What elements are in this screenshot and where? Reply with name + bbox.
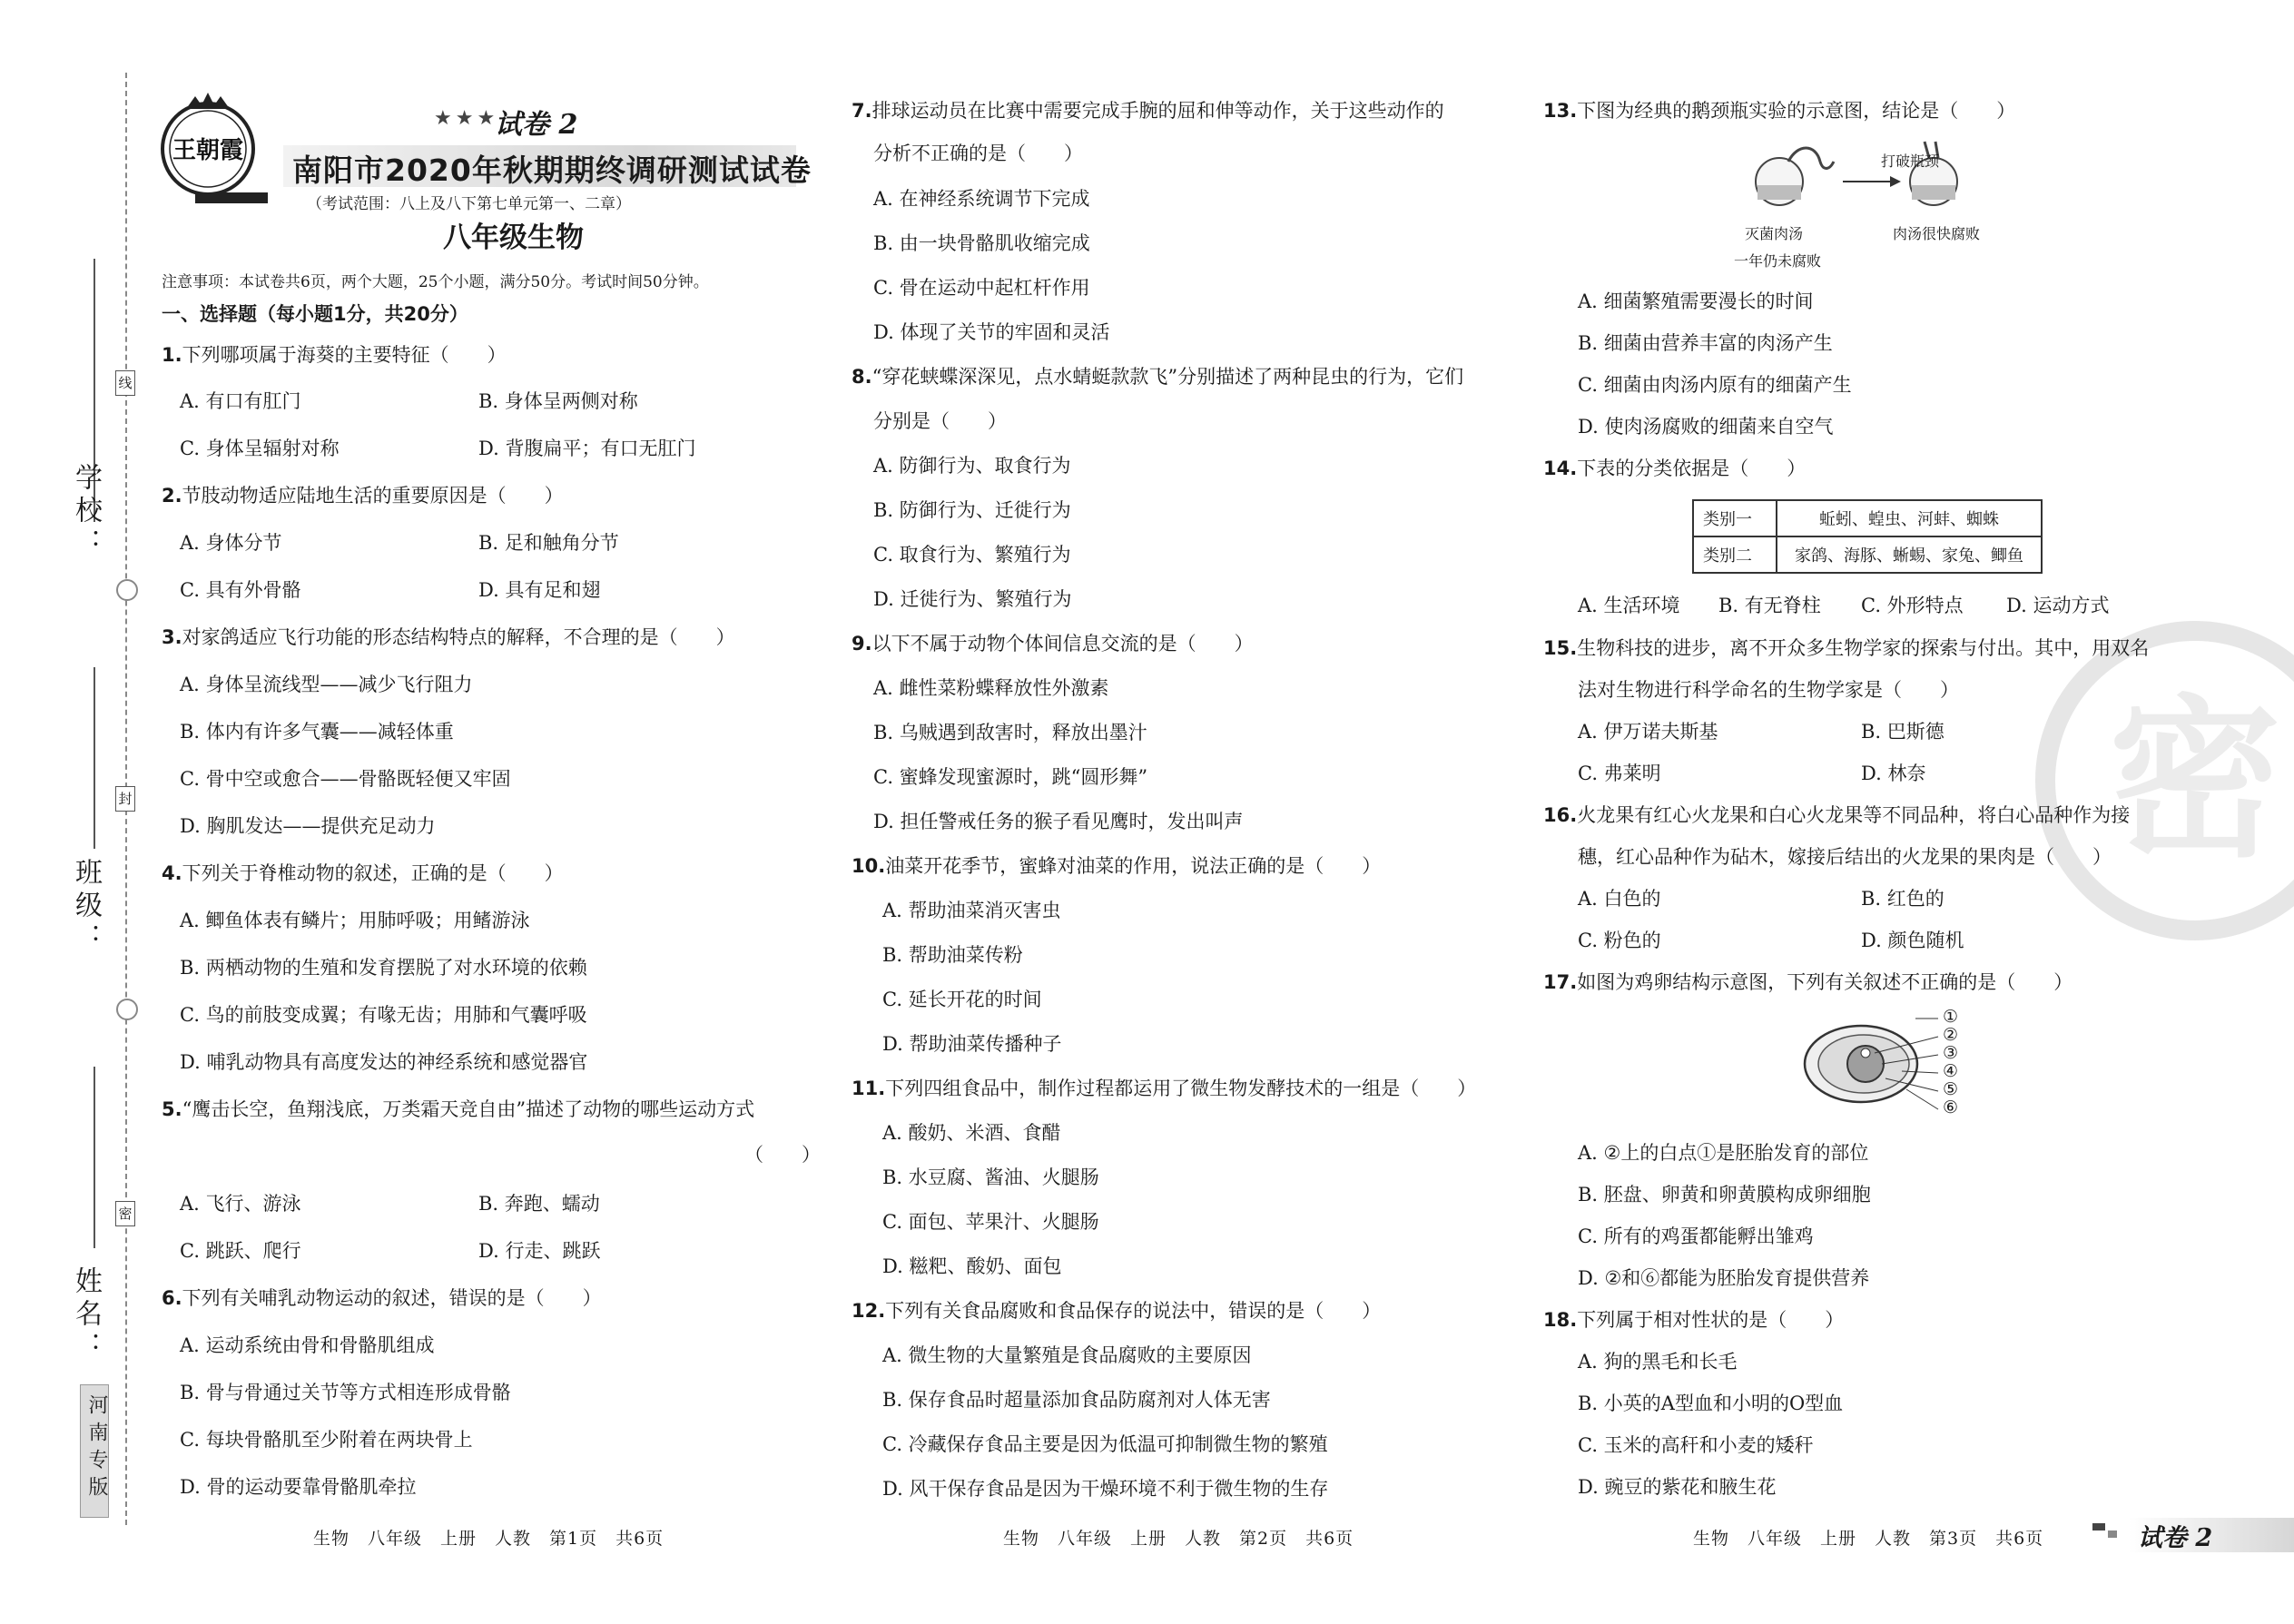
q4-option-c: C. 鸟的前肢变成翼；有喙无齿；用肺和气囊呼吸 xyxy=(180,1004,587,1026)
logo-icon xyxy=(154,93,261,200)
question-10: 10.油菜开花季节，蜜蜂对油菜的作用，说法正确的是（ ） xyxy=(852,855,1382,877)
watermark-text: 密 xyxy=(2108,680,2282,881)
q17-option-b: B. 胚盘、卵黄和卵黄膜构成卵细胞 xyxy=(1578,1184,1871,1206)
q4-option-a: A. 鲫鱼体表有鳞片；用肺呼吸；用鳍游泳 xyxy=(180,910,530,931)
q11-option-b: B. 水豆腐、酱油、火腿肠 xyxy=(882,1166,1099,1188)
q2-option-b: B. 足和触角分节 xyxy=(478,532,619,554)
q17-option-d: D. ②和⑥都能为胚胎发育提供营养 xyxy=(1578,1267,1870,1289)
q13-option-c: C. 细菌由肉汤内原有的细菌产生 xyxy=(1578,374,1852,396)
q1-option-b: B. 身体呈两侧对称 xyxy=(478,390,638,412)
section-title: 一、选择题（每小题1分，共20分） xyxy=(162,303,468,325)
question-16: 16.火龙果有红心火龙果和白心火龙果等不同品种，将白心品种作为接 xyxy=(1543,804,2131,826)
logo-text: 王朝霞 xyxy=(172,137,244,164)
footer-page-3: 生物 八年级 上册 人教 第3页 共6页 xyxy=(1693,1529,2044,1549)
punch-hole-1 xyxy=(116,579,138,601)
q13-option-d: D. 使肉汤腐败的细菌来自空气 xyxy=(1578,416,1834,438)
table-row xyxy=(1693,500,2042,536)
q6-option-d: D. 骨的运动要靠骨骼肌牵拉 xyxy=(180,1476,417,1498)
q5-option-d: D. 行走、跳跃 xyxy=(478,1240,601,1262)
q7-option-a: A. 在神经系统调节下完成 xyxy=(873,188,1090,210)
q1-option-a: A. 有口有肛门 xyxy=(180,390,301,412)
seal-seal-mark: 封 xyxy=(115,786,135,812)
q15-option-a: A. 伊万诺夫斯基 xyxy=(1578,721,1718,743)
classification-table xyxy=(1692,499,2043,574)
edition-box xyxy=(80,1384,109,1518)
footer-page-2: 生物 八年级 上册 人教 第2页 共6页 xyxy=(1003,1529,1354,1549)
question-18: 18.下列属于相对性状的是（ ） xyxy=(1543,1309,1845,1331)
question-14: 14.下表的分类依据是（ ） xyxy=(1543,458,1807,479)
q4-option-b: B. 两栖动物的生殖和发育摆脱了对水环境的依赖 xyxy=(180,957,587,979)
row1-value: 蚯蚓、蝗虫、河蚌、蜘蛛 xyxy=(1777,500,2042,536)
q3-option-c: C. 骨中空或愈合——骨骼既轻便又牢固 xyxy=(180,768,511,790)
question-15: 15.生物科技的进步，离不开众多生物学家的探索与付出。其中，用双名 xyxy=(1543,637,2150,659)
q18-option-d: D. 豌豆的紫花和腋生花 xyxy=(1578,1476,1777,1498)
subject-title: 八年级生物 xyxy=(443,221,584,254)
q8-option-a: A. 防御行为、取食行为 xyxy=(873,455,1071,477)
q14-option-b: B. 有无脊柱 xyxy=(1718,595,1821,616)
fig13-left-label-1: 灭菌肉汤 xyxy=(1745,225,1804,242)
q16-option-c: C. 粉色的 xyxy=(1578,930,1661,951)
q12-option-b: B. 保存食品时超量添加食品防腐剂对人体无害 xyxy=(882,1389,1271,1411)
swan-neck-flask-diagram xyxy=(1734,134,1988,234)
question-12: 12.下列有关食品腐败和食品保存的说法中，错误的是（ ） xyxy=(852,1300,1382,1322)
q15-option-d: D. 林奈 xyxy=(1861,763,1926,784)
question-8: 8.“穿花蛱蝶深深见，点水蜻蜓款款飞”分别描述了两种昆虫的行为，它们 xyxy=(852,366,1464,388)
q18-option-c: C. 玉米的高秆和小麦的矮秆 xyxy=(1578,1434,1814,1456)
q16-text-cont: 穗，红心品种作为砧木，嫁接后结出的火龙果的果肉是（ ） xyxy=(1578,846,2112,868)
q12-option-a: A. 微生物的大量繁殖是食品腐败的主要原因 xyxy=(882,1344,1252,1366)
q18-option-a: A. 狗的黑毛和长毛 xyxy=(1578,1351,1738,1373)
fig13-right-label: 肉汤很快腐败 xyxy=(1893,225,1981,242)
badge-stars: ★★★ xyxy=(434,107,499,130)
question-3: 3.对家鸽适应飞行功能的形态结构特点的解释，不合理的是（ ） xyxy=(162,626,735,648)
q14-option-c: C. 外形特点 xyxy=(1861,595,1964,616)
school-label: 学校： xyxy=(70,463,102,561)
q18-option-b: B. 小英的A型血和小明的O型血 xyxy=(1578,1393,1844,1414)
q14-option-d: D. 运动方式 xyxy=(2006,595,2110,616)
q7-option-d: D. 体现了关节的牢固和灵活 xyxy=(873,321,1110,343)
q1-option-c: C. 身体呈辐射对称 xyxy=(180,438,340,459)
q13-option-b: B. 细菌由营养丰富的肉汤产生 xyxy=(1578,332,1833,354)
row2-label: 类别二 xyxy=(1693,536,1777,573)
question-9: 9.以下不属于动物个体间信息交流的是（ ） xyxy=(852,633,1254,655)
table-row xyxy=(1693,536,2042,573)
footer-page-1: 生物 八年级 上册 人教 第1页 共6页 xyxy=(313,1529,665,1549)
footer-mark xyxy=(2108,1530,2117,1538)
q1-option-d: D. 背腹扁平；有口无肛门 xyxy=(478,438,696,459)
question-7: 7.排球运动员在比赛中需要完成手腕的屈和伸等动作，关于这些动作的 xyxy=(852,100,1444,122)
q5-answer-paren: （ ） xyxy=(744,1144,821,1166)
q16-option-b: B. 红色的 xyxy=(1861,888,1944,910)
q9-option-a: A. 雌性菜粉蝶释放性外激素 xyxy=(873,677,1109,699)
q17-option-c: C. 所有的鸡蛋都能孵出雏鸡 xyxy=(1578,1225,1814,1247)
q8-text-cont: 分别是（ ） xyxy=(873,410,1007,432)
q9-option-d: D. 担任警戒任务的猴子看见鹰时，发出叫声 xyxy=(873,811,1244,832)
egg-labels xyxy=(1943,1008,1964,1117)
class-label: 班级： xyxy=(70,858,102,956)
egg-label: ③ xyxy=(1943,1043,1959,1063)
q2-option-c: C. 具有外骨骼 xyxy=(180,579,301,601)
exam-scope: （考试范围：八上及八下第七单元第一、二章） xyxy=(307,195,631,213)
q8-option-d: D. 迁徙行为、繁殖行为 xyxy=(873,588,1072,610)
q8-option-c: C. 取食行为、繁殖行为 xyxy=(873,544,1071,566)
q14-option-a: A. 生活环境 xyxy=(1578,595,1680,616)
seal-secret-mark: 密 xyxy=(115,1201,135,1226)
q6-option-b: B. 骨与骨通过关节等方式相连形成骨骼 xyxy=(180,1382,511,1403)
question-6: 6.下列有关哺乳动物运动的叙述，错误的是（ ） xyxy=(162,1287,602,1309)
q5-option-b: B. 奔跑、蠕动 xyxy=(478,1193,600,1215)
q10-option-a: A. 帮助油菜消灭害虫 xyxy=(882,900,1061,921)
seal-line-mark: 线 xyxy=(115,370,135,396)
question-11: 11.下列四组食品中，制作过程都运用了微生物发酵技术的一组是（ ） xyxy=(852,1078,1477,1099)
egg-label: ④ xyxy=(1943,1061,1959,1081)
name-label: 姓名： xyxy=(70,1266,102,1364)
egg-label: ⑥ xyxy=(1943,1097,1959,1117)
class-line xyxy=(94,667,95,849)
q7-option-b: B. 由一块骨骼肌收缩完成 xyxy=(873,232,1090,254)
notice-text: 注意事项：本试卷共6页，两个大题，25个小题，满分50分。考试时间50分钟。 xyxy=(162,273,709,291)
q15-option-b: B. 巴斯德 xyxy=(1861,721,1944,743)
q3-option-a: A. 身体呈流线型——减少飞行阻力 xyxy=(180,674,473,695)
q11-option-a: A. 酸奶、米酒、食醋 xyxy=(882,1122,1061,1144)
punch-hole-2 xyxy=(116,999,138,1020)
question-17: 17.如图为鸡卵结构示意图，下列有关叙述不正确的是（ ） xyxy=(1543,971,2073,993)
q9-option-c: C. 蜜蜂发现蜜源时，跳“圆形舞” xyxy=(873,766,1148,788)
edition-label: 河南专版 xyxy=(85,1394,108,1503)
q5-option-c: C. 跳跃、爬行 xyxy=(180,1240,301,1262)
q10-option-c: C. 延长开花的时间 xyxy=(882,989,1042,1010)
footer-tag: 试卷 2 xyxy=(2138,1524,2213,1552)
footer-mark xyxy=(2092,1523,2105,1530)
q9-option-b: B. 乌贼遇到敌害时，释放出墨汁 xyxy=(873,722,1147,743)
q17-option-a: A. ②上的白点①是胚胎发育的部位 xyxy=(1578,1142,1869,1164)
question-4: 4.下列关于脊椎动物的叙述，正确的是（ ） xyxy=(162,862,564,884)
q6-option-c: C. 每块骨骼肌至少附着在两块骨上 xyxy=(180,1429,473,1451)
q7-text-cont: 分析不正确的是（ ） xyxy=(873,143,1083,164)
question-2: 2.节肢动物适应陆地生活的重要原因是（ ） xyxy=(162,485,564,507)
row2-value: 家鸽、海豚、蜥蜴、家兔、鲫鱼 xyxy=(1777,536,2042,573)
fig13-arrow-label: 打破瓶颈 xyxy=(1881,153,1940,170)
q3-option-b: B. 体内有许多气囊——减轻体重 xyxy=(180,721,454,743)
egg-label: ① xyxy=(1943,1007,1959,1027)
q2-option-a: A. 身体分节 xyxy=(180,532,282,554)
badge-text: 试卷 2 xyxy=(495,109,578,141)
egg-label: ② xyxy=(1943,1025,1959,1045)
question-13: 13.下图为经典的鹅颈瓶实验的示意图，结论是（ ） xyxy=(1543,100,2016,122)
q16-option-a: A. 白色的 xyxy=(1578,888,1661,910)
q16-option-d: D. 颜色随机 xyxy=(1861,930,1964,951)
row1-label: 类别一 xyxy=(1693,500,1777,536)
q2-option-d: D. 具有足和翅 xyxy=(478,579,601,601)
q7-option-c: C. 骨在运动中起杠杆作用 xyxy=(873,277,1090,299)
fig13-left-label-2: 一年仍未腐败 xyxy=(1734,252,1822,270)
q13-option-a: A. 细菌繁殖需要漫长的时间 xyxy=(1578,290,1814,312)
q12-option-d: D. 风干保存食品是因为干燥环境不利于微生物的生存 xyxy=(882,1478,1329,1500)
q11-option-c: C. 面包、苹果汁、火腿肠 xyxy=(882,1211,1099,1233)
q10-option-b: B. 帮助油菜传粉 xyxy=(882,944,1023,966)
q10-option-d: D. 帮助油菜传播种子 xyxy=(882,1033,1062,1055)
q4-option-d: D. 哺乳动物具有高度发达的神经系统和感觉器官 xyxy=(180,1051,588,1073)
egg-label: ⑤ xyxy=(1943,1079,1959,1099)
name-line xyxy=(94,1067,95,1248)
q5-option-a: A. 飞行、游泳 xyxy=(180,1193,301,1215)
q11-option-d: D. 糍粑、酸奶、面包 xyxy=(882,1255,1062,1277)
q12-option-c: C. 冷藏保存食品主要是因为低温可抑制微生物的繁殖 xyxy=(882,1433,1328,1455)
q3-option-d: D. 胸肌发达——提供充足动力 xyxy=(180,815,436,837)
logo-ribbon xyxy=(195,192,268,203)
exam-title: 南阳市2020年秋期期终调研测试试卷 xyxy=(292,153,812,188)
q15-text-cont: 法对生物进行科学命名的生物学家是（ ） xyxy=(1578,679,1959,701)
q6-option-a: A. 运动系统由骨和骨骼肌组成 xyxy=(180,1334,435,1356)
q15-option-c: C. 弗莱明 xyxy=(1578,763,1661,784)
question-1: 1.下列哪项属于海葵的主要特征（ ） xyxy=(162,344,507,366)
q8-option-b: B. 防御行为、迁徙行为 xyxy=(873,499,1071,521)
question-5: 5.“鹰击长空，鱼翔浅底，万类霜天竞自由”描述了动物的哪些运动方式 xyxy=(162,1098,755,1120)
